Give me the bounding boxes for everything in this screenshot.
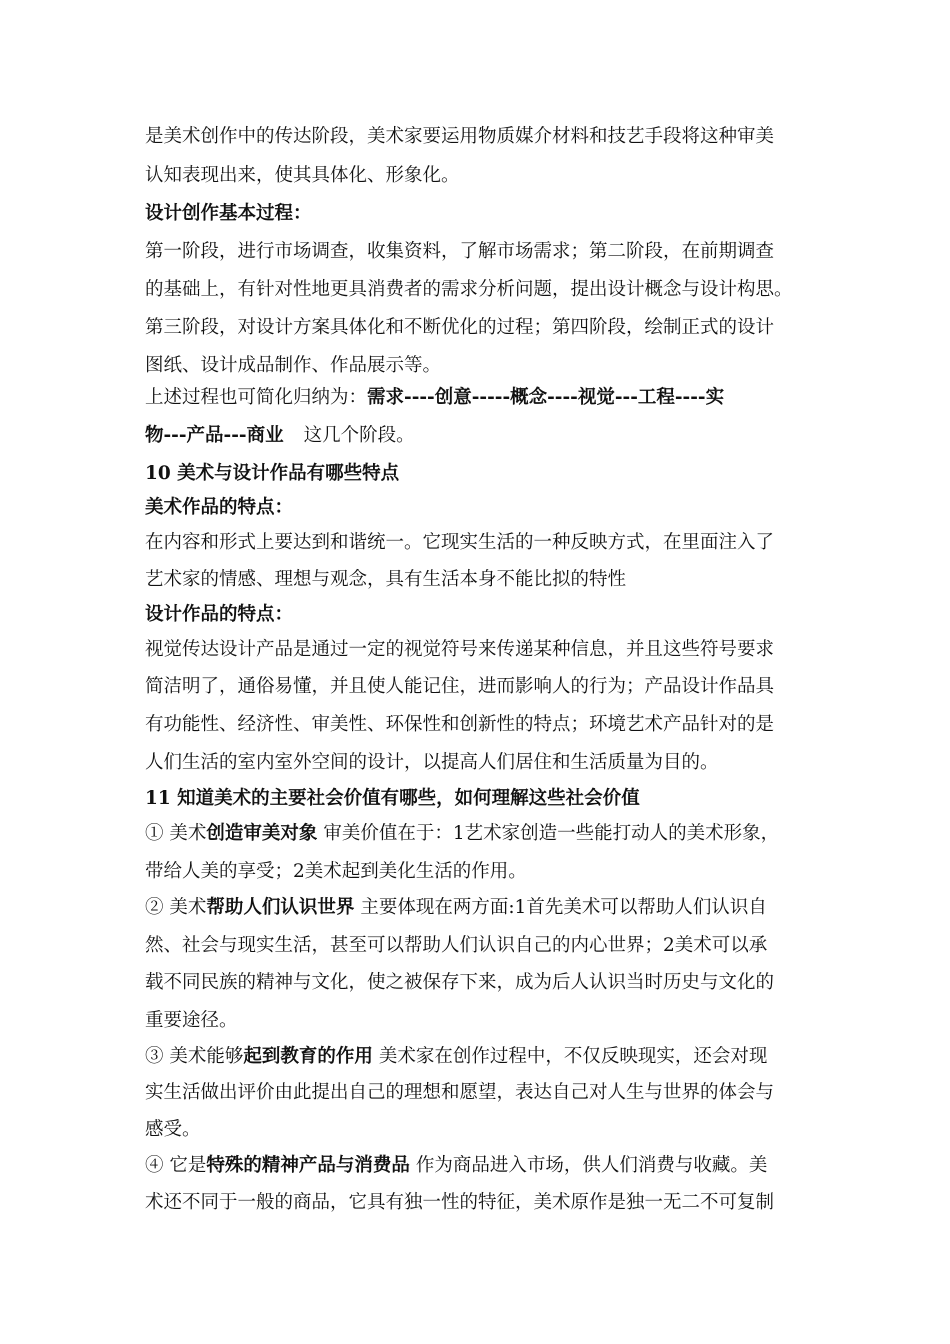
paragraph-line: 图纸、设计成品制作、作品展示等。 [145, 355, 442, 376]
paragraph-line: 然、社会与现实生活，甚至可以帮助人们认识自己的内心世界；2美术可以承 [145, 935, 768, 956]
paragraph-line: 术还不同于一般的商品，它具有独一性的特征，美术原作是独一无二不可复制 [145, 1192, 775, 1213]
item-text: 主要体现在两方面:1首先美术可以帮助人们认识自 [360, 897, 767, 918]
value-item-first-line [145, 1153, 825, 1179]
paragraph-line: 简洁明了，通俗易懂，并且使人能记住，进而影响人的行为；产品设计作品具 [145, 676, 775, 697]
section-title: 设计创作基本过程： [145, 203, 312, 224]
simplify-tail: 这几个阶段。 [303, 425, 415, 446]
item-keyword: 创造审美对象 [206, 823, 318, 844]
q10-heading: 10 美术与设计作品有哪些特点 [145, 463, 400, 484]
paragraph-line: 第一阶段，进行市场调查，收集资料，了解市场需求；第二阶段，在前期调查 [145, 241, 775, 262]
simplify-line [145, 385, 825, 411]
paragraph-line: 认知表现出来，使其具体化、形象化。 [145, 165, 460, 186]
art-works-title: 美术作品的特点： [145, 497, 294, 518]
item-keyword: 起到教育的作用 [243, 1046, 373, 1067]
item-prefix: 它是 [169, 1155, 207, 1176]
paragraph-line: 感受。 [145, 1119, 201, 1140]
paragraph-line: 重要途径。 [145, 1010, 238, 1031]
value-item-first-line [145, 1044, 825, 1070]
item-marker: ③ [145, 1046, 164, 1067]
paragraph-line: 是美术创作中的传达阶段，美术家要运用物质媒介材料和技艺手段将这种审美 [145, 126, 775, 147]
item-keyword: 特殊的精神产品与消费品 [206, 1155, 410, 1176]
item-marker: ④ [145, 1155, 164, 1176]
item-keyword: 帮助人们认识世界 [206, 897, 355, 918]
item-prefix: 美术能够 [169, 1046, 244, 1067]
item-text: 审美价值在于：1艺术家创造一些能打动人的美术形象， [323, 823, 780, 844]
q11-heading: 11 知道美术的主要社会价值有哪些，如何理解这些社会价值 [145, 788, 640, 809]
paragraph-line: 第三阶段，对设计方案具体化和不断优化的过程；第四阶段，绘制正式的设计 [145, 317, 775, 338]
simplify-line [145, 423, 825, 449]
paragraph-line: 载不同民族的精神与文化，使之被保存下来，成为后人认识当时历史与文化的 [145, 972, 775, 993]
paragraph-line: 人们生活的室内室外空间的设计，以提高人们居住和生活质量为目的。 [145, 752, 719, 773]
item-marker: ② [145, 897, 164, 918]
design-works-title: 设计作品的特点： [145, 604, 294, 625]
paragraph-line: 有功能性、经济性、审美性、环保性和创新性的特点；环境艺术产品针对的是 [145, 714, 775, 735]
paragraph-line: 视觉传达设计产品是通过一定的视觉符号来传递某种信息，并且这些符号要求 [145, 639, 775, 660]
item-text: 作为商品进入市场，供人们消费与收藏。美 [415, 1155, 768, 1176]
paragraph-line: 的基础上，有针对性地更具消费者的需求分析问题，提出设计概念与设计构思。 [145, 279, 793, 300]
paragraph-line: 艺术家的情感、理想与观念，具有生活本身不能比拟的特性 [145, 569, 627, 590]
value-item-first-line [145, 895, 825, 921]
paragraph-line: 带给人美的享受；2美术起到美化生活的作用。 [145, 861, 527, 882]
value-item-first-line [145, 821, 825, 847]
simplify-chain: 需求----创意-----概念----视觉---工程----实 [367, 387, 725, 408]
item-text: 美术家在创作过程中，不仅反映现实，还会对现 [378, 1046, 768, 1067]
paragraph-line: 在内容和形式上要达到和谐统一。它现实生活的一种反映方式，在里面注入了 [145, 532, 775, 553]
simplify-lead: 上述过程也可简化归纳为： [145, 387, 368, 408]
item-marker: ① [145, 823, 164, 844]
paragraph-line: 实生活做出评价由此提出自己的理想和愿望，表达自己对人生与世界的体会与 [145, 1082, 775, 1103]
simplify-chain: 物---产品---商业 [145, 425, 284, 446]
item-prefix: 美术 [169, 897, 207, 918]
item-prefix: 美术 [169, 823, 207, 844]
